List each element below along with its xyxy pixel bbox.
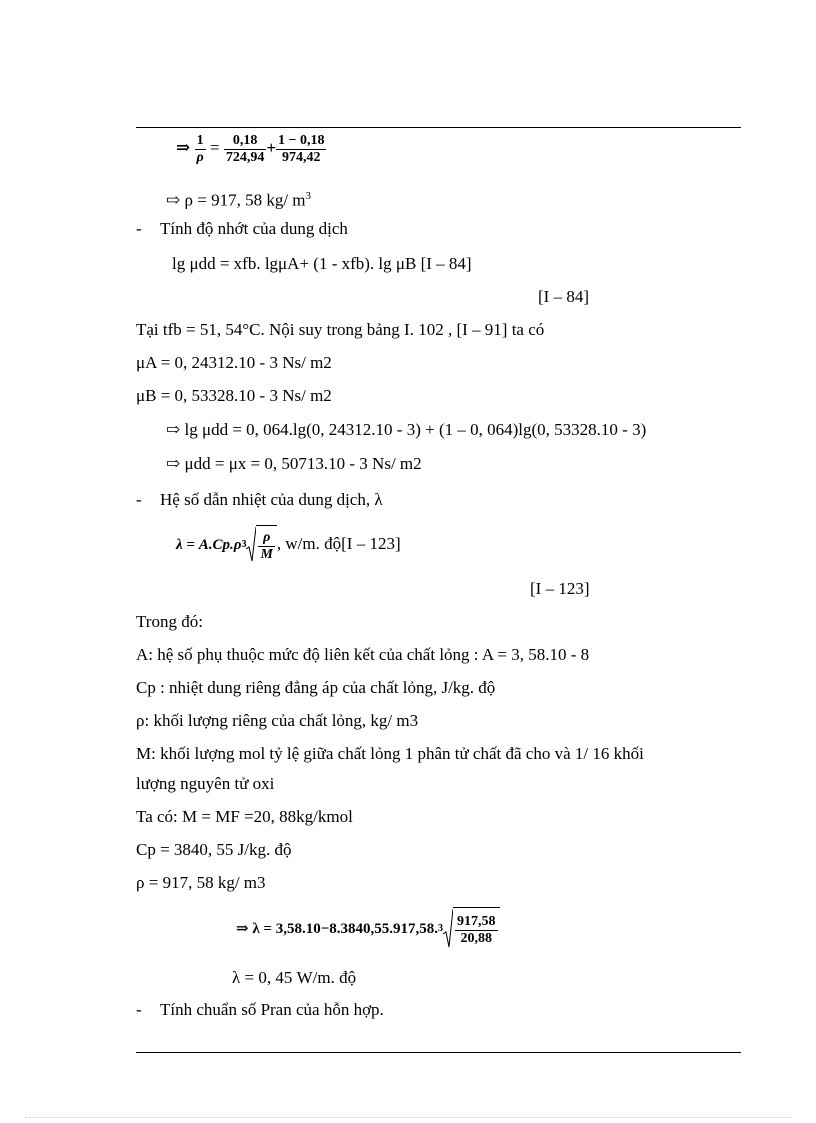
conductivity-calc: ⇒ λ = 3,58.10−8.3840,55.917,58.3 $\frac{917,58}{20,88}$ — [236, 906, 500, 952]
temperature-line: Tại tfb = 51, 54°C. Nội suy trong bảng I. 102 , [I – 91] ta có — [136, 320, 545, 339]
viscosity-heading: - Tính độ nhớt của dung dịch — [136, 219, 348, 238]
cube-root: 3 $\frac{\rho}{M}$ — [241, 524, 276, 566]
def-a: A: hệ số phụ thuộc mức độ liên kết của chất lỏng : A = 3, 58.10 - 8 — [136, 645, 590, 664]
arrow-icon: ⇒ — [176, 138, 191, 157]
footer-rule — [136, 1052, 741, 1053]
def-cp: Cp : nhiệt dung riêng đẳng áp của chất lỏng, J/kg. độ — [136, 678, 496, 697]
reference-123: [I – 123] — [530, 579, 590, 598]
value-rho: ρ = 917, 58 kg/ m3 — [136, 873, 266, 892]
where-label: Trong đó: — [136, 612, 203, 631]
def-rho: ρ: khối lượng riêng của chất lỏng, kg/ m3 — [136, 711, 419, 730]
conductivity-heading: - Hệ số dẫn nhiệt của dung dịch, λ — [136, 490, 383, 509]
def-m-line1: M: khối lượng mol tỷ lệ giữa chất lỏng 1 phân tử chất đã cho và 1/ 16 khối — [136, 744, 644, 763]
cube-root-2: 3 $\frac{917,58}{20,88}$ — [438, 906, 500, 952]
density-result: ⇨ ρ = 917, 58 kg/ $m^3$ — [166, 190, 312, 210]
fraction-2: $\frac{1 - 0,18}{974,42}$ — [278, 132, 325, 165]
viscosity-log-calc: ⇨ lg μdd = 0, 064.lg(0, 24312.10 - 3) + (1 – 0, 064)lg(0, 53328.10 - 3) — [166, 420, 647, 439]
def-m-line2: lượng nguyên tử oxi — [136, 774, 275, 793]
density-equation: ⇒ $\frac{1}{\rho}$ = $\frac{0,18}{724,94}$ + $\frac{1 - 0,18}{974,42}$ — [176, 132, 325, 165]
viscosity-formula: lg μdd = xfb. lgμA+ (1 - xfb). lg μB [I – 84] — [172, 254, 472, 273]
value-m: Ta có: M = MF =20, 88kg/kmol — [136, 807, 353, 826]
reference-84: [I – 84] — [538, 287, 589, 306]
page-border — [25, 1117, 791, 1118]
value-cp: Cp = 3840, 55 J/kg. độ — [136, 840, 292, 859]
viscosity-b: μB = 0, 53328.10 - 3 Ns/ m2 — [136, 386, 332, 405]
conductivity-formula: λ = A.Cp.ρ3 $\frac{\rho}{M}$ , w/m. độ[I – 123] — [176, 524, 401, 566]
prandtl-heading: - Tính chuẩn số Pran của hỗn hợp. — [136, 1000, 384, 1019]
viscosity-result: ⇨ μdd = μx = 0, 50713.10 - 3 Ns/ m2 — [166, 454, 422, 473]
conductivity-result: λ = 0, 45 W/m. độ — [232, 968, 357, 987]
viscosity-a: μA = 0, 24312.10 - 3 Ns/ m2 — [136, 353, 332, 372]
fraction-1: $\frac{0,18}{724,94}$ — [225, 132, 265, 165]
fraction-lhs: $\frac{1}{\rho}$ — [196, 132, 204, 165]
